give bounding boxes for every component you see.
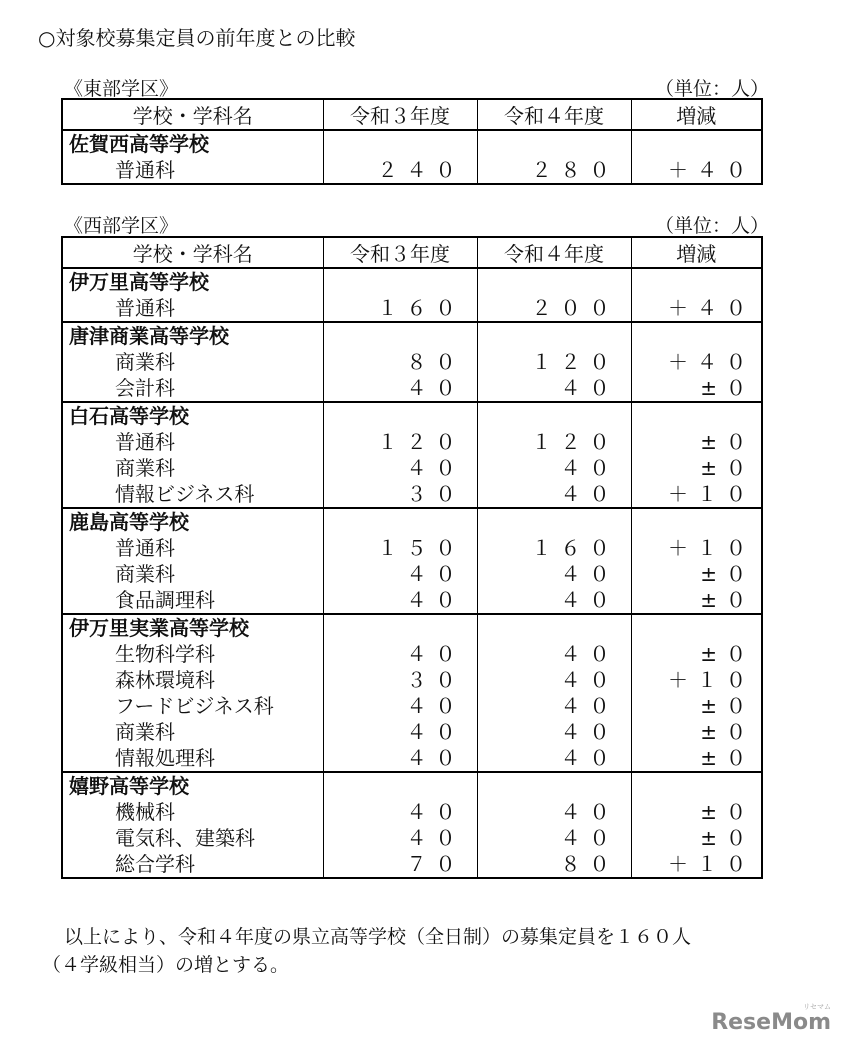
spacer — [478, 131, 631, 157]
r3-value: １２０ — [377, 430, 465, 454]
spacer — [478, 615, 631, 641]
r3-value: ４０ — [406, 456, 465, 480]
col-header-r3: 令和３年度 — [323, 99, 477, 130]
spacer — [632, 509, 762, 535]
department-name: 情報ビジネス科 — [115, 482, 255, 506]
r4-cell — [477, 772, 631, 878]
spacer — [632, 773, 762, 799]
resemom-logo-sub: リセマム — [803, 1003, 831, 1011]
change-value: ＋４０ — [668, 158, 755, 182]
spacer — [324, 773, 477, 799]
page-title: ○対象校募集定員の前年度との比較 — [38, 26, 356, 50]
r4-value: ４０ — [560, 800, 619, 824]
spacer — [324, 403, 477, 429]
summary-note-line-1: 以上により、令和４年度の県立高等学校（全日制）の募集定員を１６０人 — [64, 926, 692, 948]
spacer — [478, 269, 631, 295]
r3-value: ４０ — [406, 376, 465, 400]
change-value: ＋１０ — [668, 852, 755, 876]
change-value: ＋１０ — [668, 482, 755, 506]
r4-cell — [477, 268, 631, 322]
west-district-label: 《西部学区》 — [64, 215, 179, 237]
spacer — [324, 131, 477, 157]
r4-value: １６０ — [531, 536, 619, 560]
school-name: 鹿島高等学校 — [69, 510, 189, 534]
spacer — [324, 509, 477, 535]
spacer — [632, 615, 762, 641]
spacer — [324, 615, 477, 641]
east-district-table — [61, 98, 763, 185]
col-header-r4: 令和４年度 — [477, 237, 631, 268]
change-value: ±０ — [700, 642, 755, 666]
r4-cell — [477, 130, 631, 184]
r3-value: １６０ — [377, 296, 465, 320]
summary-note-line-2: （４学級相当）の増とする。 — [42, 954, 290, 976]
r3-value: ４０ — [406, 642, 465, 666]
r4-cell — [477, 402, 631, 508]
west-unit-label: （単位：人） — [654, 215, 769, 237]
r3-value: ４０ — [406, 746, 465, 770]
r4-cell — [477, 508, 631, 614]
department-name: 普通科 — [115, 296, 175, 320]
r3-cell — [323, 772, 477, 878]
school-row — [62, 508, 762, 614]
department-name: 商業科 — [115, 350, 175, 374]
change-cell — [631, 322, 762, 402]
r3-value: ４０ — [406, 588, 465, 612]
r3-value: ４０ — [406, 800, 465, 824]
department-name: 電気科、建築科 — [115, 826, 255, 850]
school-name: 伊万里高等学校 — [69, 270, 209, 294]
spacer — [632, 131, 762, 157]
r3-value: ７０ — [406, 852, 465, 876]
r4-value: ４０ — [560, 746, 619, 770]
change-value: ＋１０ — [668, 668, 755, 692]
department-name: 食品調理科 — [115, 588, 215, 612]
spacer — [478, 773, 631, 799]
r4-cell — [477, 322, 631, 402]
col-header-school: 学校・学科名 — [62, 99, 323, 130]
change-value: ±０ — [700, 562, 755, 586]
school-row — [62, 772, 762, 878]
change-value: ±０ — [700, 376, 755, 400]
school-name: 唐津商業高等学校 — [69, 324, 229, 348]
r4-value: ４０ — [560, 720, 619, 744]
school-name-cell — [62, 614, 323, 772]
r3-value: ４０ — [406, 826, 465, 850]
change-value: ±０ — [700, 588, 755, 612]
school-name-cell — [62, 268, 323, 322]
r3-value: ３０ — [406, 668, 465, 692]
r4-value: ８０ — [560, 852, 619, 876]
change-cell — [631, 508, 762, 614]
change-cell — [631, 130, 762, 184]
school-row — [62, 268, 762, 322]
school-name: 佐賀西高等学校 — [69, 132, 209, 156]
school-row — [62, 130, 762, 184]
change-value: ±０ — [700, 746, 755, 770]
r4-value: ２８０ — [531, 158, 619, 182]
school-name-cell — [62, 402, 323, 508]
change-value: ＋４０ — [668, 296, 755, 320]
summary-note — [42, 923, 822, 979]
school-name: 伊万里実業高等学校 — [69, 616, 249, 640]
department-name: 森林環境科 — [115, 668, 215, 692]
col-header-r3: 令和３年度 — [323, 237, 477, 268]
change-cell — [631, 402, 762, 508]
r3-value: １５０ — [377, 536, 465, 560]
col-header-change: 増減 — [631, 99, 762, 130]
r3-value: ４０ — [406, 720, 465, 744]
school-row — [62, 402, 762, 508]
change-value: ±０ — [700, 694, 755, 718]
spacer — [632, 403, 762, 429]
department-name: 総合学科 — [115, 852, 195, 876]
col-header-r4: 令和４年度 — [477, 99, 631, 130]
change-value: ±０ — [700, 430, 755, 454]
department-name: 普通科 — [115, 158, 175, 182]
col-header-change: 増減 — [631, 237, 762, 268]
school-name-cell — [62, 322, 323, 402]
col-header-school: 学校・学科名 — [62, 237, 323, 268]
east-district-label: 《東部学区》 — [64, 78, 179, 100]
change-value: ±０ — [700, 720, 755, 744]
r4-value: ４０ — [560, 376, 619, 400]
r3-value: ２４０ — [377, 158, 465, 182]
school-name: 嬉野高等学校 — [69, 774, 189, 798]
school-name-cell — [62, 772, 323, 878]
change-value: ±０ — [700, 456, 755, 480]
spacer — [324, 323, 477, 349]
r4-value: ４０ — [560, 562, 619, 586]
spacer — [478, 403, 631, 429]
r3-value: ４０ — [406, 694, 465, 718]
r4-cell — [477, 614, 631, 772]
r4-value: １２０ — [531, 430, 619, 454]
department-name: 会計科 — [115, 376, 175, 400]
r3-cell — [323, 402, 477, 508]
change-cell — [631, 614, 762, 772]
r3-value: ８０ — [406, 350, 465, 374]
r4-value: ４０ — [560, 456, 619, 480]
r3-value: ４０ — [406, 562, 465, 586]
department-name: 機械科 — [115, 800, 175, 824]
department-name: 普通科 — [115, 536, 175, 560]
change-value: ±０ — [700, 800, 755, 824]
r4-value: ４０ — [560, 482, 619, 506]
department-name: 普通科 — [115, 430, 175, 454]
change-value: ＋１０ — [668, 536, 755, 560]
r3-value: ３０ — [406, 482, 465, 506]
change-value: ±０ — [700, 826, 755, 850]
school-row — [62, 322, 762, 402]
department-name: 商業科 — [115, 562, 175, 586]
r3-cell — [323, 268, 477, 322]
school-row — [62, 614, 762, 772]
department-name: フードビジネス科 — [115, 694, 274, 718]
change-value: ＋４０ — [668, 350, 755, 374]
r3-cell — [323, 614, 477, 772]
west-district-table — [61, 236, 763, 879]
r3-cell — [323, 508, 477, 614]
r4-value: １２０ — [531, 350, 619, 374]
r3-cell — [323, 322, 477, 402]
school-name-cell — [62, 508, 323, 614]
r4-value: ４０ — [560, 668, 619, 692]
spacer — [324, 269, 477, 295]
r4-value: ４０ — [560, 588, 619, 612]
department-name: 生物科学科 — [115, 642, 215, 666]
resemom-logo — [711, 1003, 831, 1035]
spacer — [632, 269, 762, 295]
change-cell — [631, 268, 762, 322]
school-name: 白石高等学校 — [69, 404, 189, 428]
east-unit-label: （単位：人） — [654, 78, 769, 100]
change-cell — [631, 772, 762, 878]
resemom-logo-text: ReseMom — [711, 1010, 831, 1035]
department-name: 商業科 — [115, 720, 175, 744]
spacer — [632, 323, 762, 349]
r4-value: ４０ — [560, 694, 619, 718]
r4-value: ２００ — [531, 296, 619, 320]
school-name-cell — [62, 130, 323, 184]
spacer — [478, 323, 631, 349]
department-name: 商業科 — [115, 456, 175, 480]
r4-value: ４０ — [560, 826, 619, 850]
r3-cell — [323, 130, 477, 184]
department-name: 情報処理科 — [115, 746, 215, 770]
r4-value: ４０ — [560, 642, 619, 666]
spacer — [478, 509, 631, 535]
